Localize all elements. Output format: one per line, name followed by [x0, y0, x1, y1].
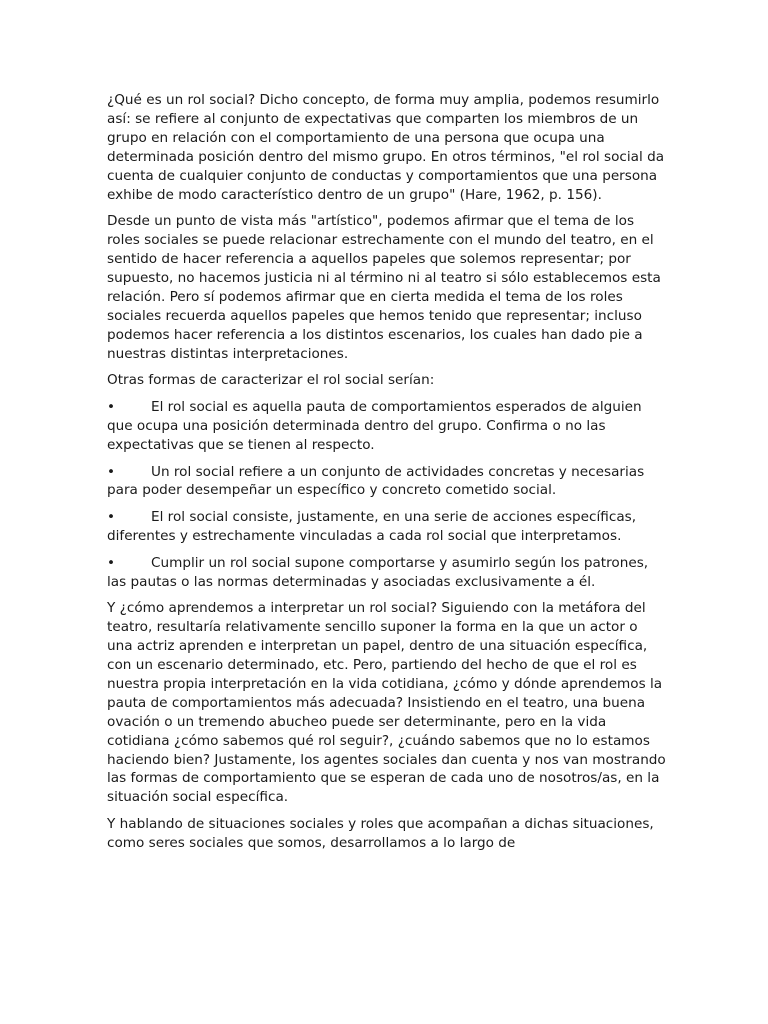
paragraph-theater-analogy: Desde un punto de vista más "artístico", podemos afirmar que el tema de los roles sociales se puede relacionar estrechamente con el mundo del teatro, en el sentido de hacer referencia a aquellos papeles que solemos representar; por supuesto, no hacemos justicia ni al término ni al teatro si sólo establecemos esta relación. Pero sí podemos afirmar que en cierta medida el tema de los roles sociales recuerda aquellos papeles que hemos tenido que representar; incluso podemos hacer referencia a los distintos escenarios, los cuales han dado pie a nuestras distintas interpretaciones. [107, 213, 661, 362]
paragraph-learning-roles: Y ¿cómo aprendemos a interpretar un rol social? Siguiendo con la metáfora del teatro, resultaría relativamente sencillo suponer la forma en la que un actor o una actriz aprenden e interpretan un papel, dentro de una situación específica, con un escenario determinado, etc. Pero, partiendo del hecho de que el rol es nuestra propia interpretación en la vida cotidiana, ¿cómo y dónde aprendemos la pauta de comportamientos más adecuada? Insistiendo en el teatro, una buena ovación o un tremendo abucheo puede ser determinante, pero en la vida cotidiana ¿cómo sabemos qué rol seguir?, ¿cuándo sabemos que no lo estamos haciendo bien? Justamente, los agentes sociales dan cuenta y nos van mostrando las formas de comportamiento que se esperan de cada uno de nosotros/as, en la situación social específica. [107, 600, 666, 806]
document-page [107, 91, 667, 861]
list-item [107, 398, 667, 455]
bullet-icon: • [107, 463, 116, 480]
paragraph-social-situations: Y hablando de situaciones sociales y roles que acompañan a dichas situaciones, como seres sociales que somos, desarrollamos a lo largo de [107, 816, 654, 851]
list-item-text: El rol social consiste, justamente, en una serie de acciones específicas, diferentes y estrechamente vinculadas a cada rol social que interpretamos. [107, 509, 637, 545]
list-item [107, 508, 667, 546]
list-item-text: Un rol social refiere a un conjunto de actividades concretas y necesarias para poder desempeñar un específico y concreto cometido social. [107, 463, 645, 499]
bullet-icon: • [107, 398, 116, 415]
paragraph-definition: ¿Qué es un rol social? Dicho concepto, de forma muy amplia, podemos resumirlo así: se refiere al conjunto de expectativas que comparten los miembros de un grupo en relación con el comportamiento de una persona que ocupa una determinada posición dentro del mismo grupo. En otros términos, "el rol social da cuenta de cualquier conjunto de conductas y comportamientos que una persona exhibe de modo característico dentro de un grupo" (Hare, 1962, p. 156). [107, 92, 665, 203]
list-item [107, 554, 667, 592]
list-item [107, 463, 667, 501]
bullet-icon: • [107, 509, 116, 526]
list-intro: Otras formas de caracterizar el rol social serían: [107, 372, 435, 389]
bullet-icon: • [107, 554, 116, 571]
list-item-text: El rol social es aquella pauta de comportamientos esperados de alguien que ocupa una posición determinada dentro del grupo. Confirma o no las expectativas que se tienen al respecto. [107, 398, 642, 453]
list-item-text: Cumplir un rol social supone comportarse y asumirlo según los patrones, las pautas o las normas determinadas y asociadas exclusivamente a él. [107, 554, 649, 590]
